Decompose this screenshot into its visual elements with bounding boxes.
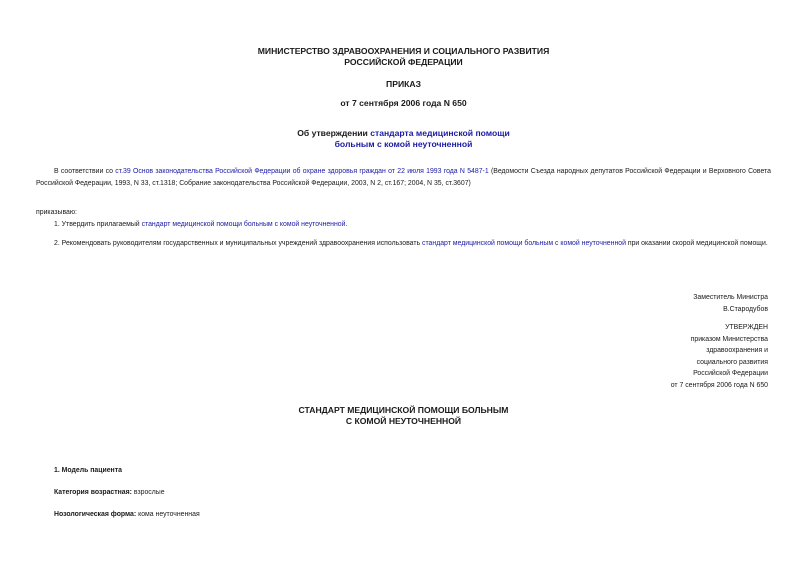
signature-name: В.Стародубов xyxy=(723,305,768,313)
approval-line-3: здравоохранения и xyxy=(706,347,768,354)
nosology-value: кома неуточненная xyxy=(136,511,200,518)
standard-link-item-2[interactable]: стандарт медицинской помощи больным с комой неуточненной xyxy=(422,240,626,247)
approval-block xyxy=(671,322,768,391)
standard-link-item-1[interactable]: стандарт медицинской помощи больным с комой неуточненной xyxy=(141,221,346,228)
item1-suffix: . xyxy=(345,221,348,228)
standard-title-line-1: СТАНДАРТ МЕДИЦИНСКОЙ ПОМОЩИ БОЛЬНЫМ xyxy=(298,405,509,415)
signature-block xyxy=(693,292,768,315)
ministry-line-1: МИНИСТЕРСТВО ЗДРАВООХРАНЕНИЯ И СОЦИАЛЬНОГО РАЗВИТИЯ xyxy=(257,46,550,56)
approval-line-2: приказом Министерства xyxy=(690,335,768,343)
approval-line-1: УТВЕРЖДЕН xyxy=(725,324,768,331)
item2-prefix: 2. Рекомендовать руководителям государственных и муниципальных учреждений здравоохранения использовать xyxy=(54,240,423,247)
approval-line-6: от 7 сентября 2006 года N 650 xyxy=(670,381,768,389)
preamble-prefix: В соответствии со xyxy=(54,168,116,175)
subject-prefix: Об утверждении xyxy=(297,128,371,138)
ministry-title xyxy=(0,46,807,68)
ministry-line-2: РОССИЙСКОЙ ФЕДЕРАЦИИ xyxy=(344,57,463,67)
signature-position: Заместитель Министра xyxy=(693,294,768,301)
preamble-paragraph xyxy=(36,166,771,189)
age-category xyxy=(54,487,165,498)
age-label: Категория возрастная: xyxy=(54,489,132,496)
standard-link-heading-2[interactable]: больным с комой неуточненной xyxy=(334,139,473,149)
approval-line-5: Российской Федерации xyxy=(693,370,768,377)
nosology-form xyxy=(54,509,200,520)
standard-title-line-2: С КОМОЙ НЕУТОЧНЕННОЙ xyxy=(345,416,462,426)
standard-link-heading-1[interactable]: стандарта медицинской помощи xyxy=(370,128,510,138)
doc-type: ПРИКАЗ xyxy=(386,79,421,89)
approval-line-4: социального развития xyxy=(696,358,768,366)
item2-suffix: при оказании скорой медицинской помощи. xyxy=(625,240,768,247)
order-item-2 xyxy=(36,238,771,250)
age-value: взрослые xyxy=(131,489,165,496)
law-article-link[interactable]: ст.39 Основ законодательства Российской Федерации об охране здоровья граждан от 22 июля 1993 года N 5487-1 xyxy=(115,168,489,175)
order-item-1 xyxy=(36,219,771,231)
item1-prefix: 1. Утвердить прилагаемый xyxy=(54,221,142,228)
section-patient-model: 1. Модель пациента xyxy=(54,467,122,474)
preamble-rest: (Ведомости Съезда народных депутатов Российской Федерации и Верховного Совета Российской Федерации, 1993, N 33, ст.1318; Собрание законодательства Российской Федерации, 2003, N 2, ст.167; 2004, N 35, ст.3607) xyxy=(36,168,771,187)
nosology-label: Нозологическая форма: xyxy=(54,511,137,518)
standard-title xyxy=(0,405,807,427)
doc-date: от 7 сентября 2006 года N 650 xyxy=(340,98,467,108)
order-subject xyxy=(0,128,807,150)
order-word: приказываю: xyxy=(36,209,77,216)
